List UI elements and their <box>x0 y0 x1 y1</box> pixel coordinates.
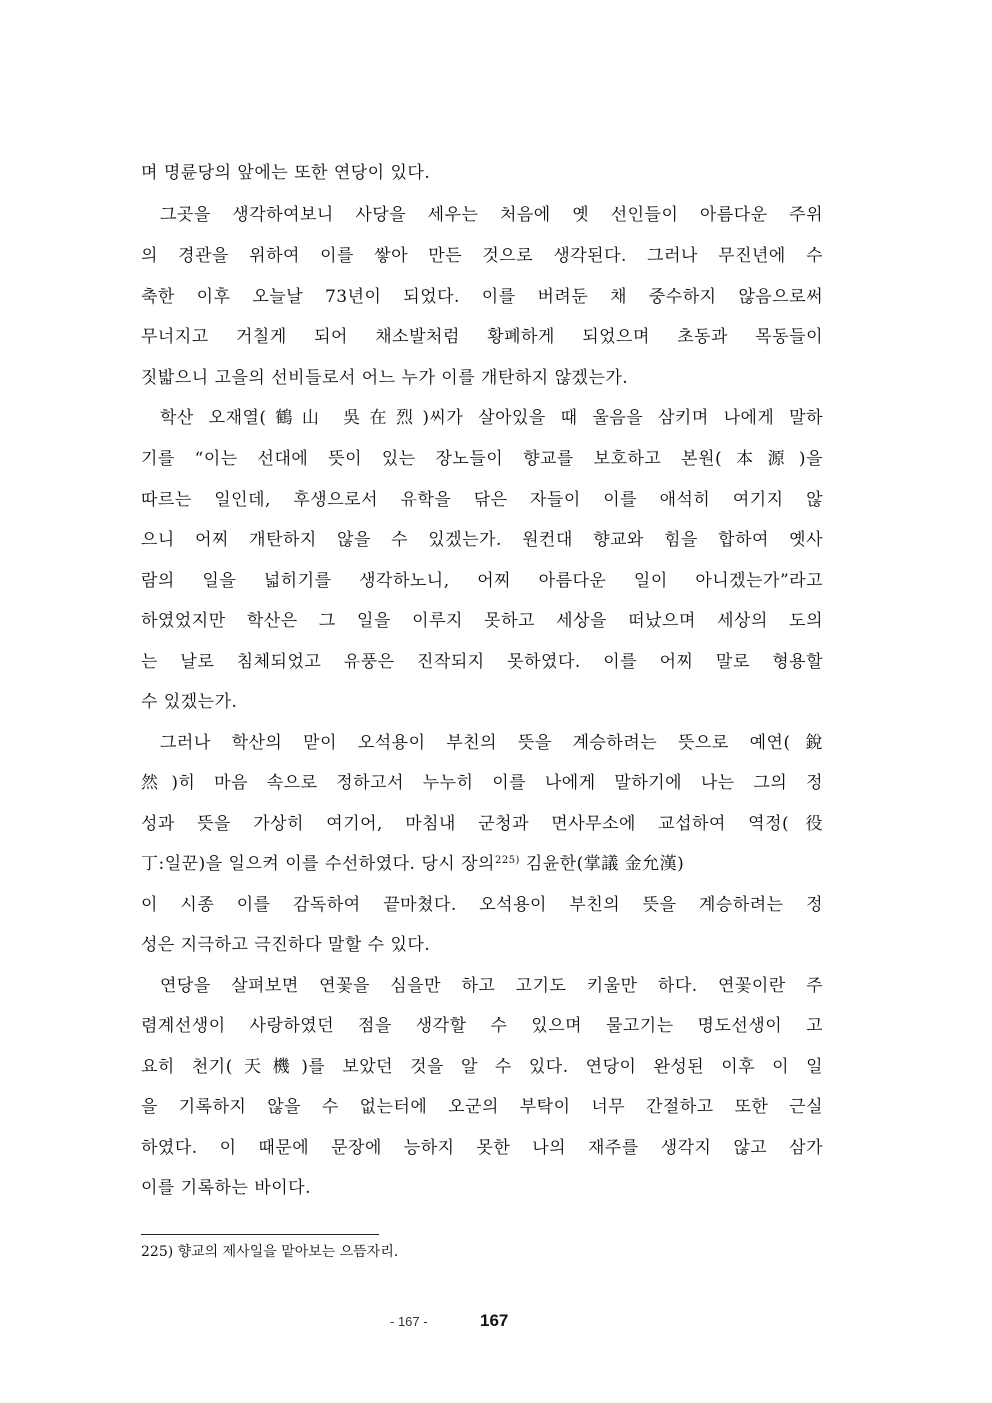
text-line-17: 성과 뜻을 가상히 여기어, 마침내 군청과 면사무소에 교섭하여 역정(役 <box>141 814 823 834</box>
text-line-21: 연당을 살펴보면 연꽃을 심을만 하고 고기도 키울만 하다. 연꽃이란 주 <box>160 976 823 996</box>
text-line-15: 그러나 학산의 맏이 오석용이 부친의 뜻을 계승하려는 뜻으로 예연(銳 <box>160 733 823 753</box>
text-line-7: 학산 오재열(鶴山 吳在烈)씨가 살아있을 때 울음을 삼키며 나에게 말하 <box>160 408 823 428</box>
text-line-6: 짓밟으니 고을의 선비들로서 어느 누가 이를 개탄하지 않겠는가. <box>141 368 629 388</box>
footnote-text: 225) 향교의 제사일을 맡아보는 으뜸자리. <box>141 1244 399 1260</box>
page-number: 167 <box>480 1311 509 1330</box>
text-line-2: 그곳을 생각하여보니 사당을 세우는 처음에 옛 선인들이 아름다운 주위 <box>160 205 823 225</box>
text-line-9: 따르는 일인데, 후생으로서 유학을 닦은 자들이 이를 애석히 여기지 않 <box>141 490 823 510</box>
text-line-20: 성은 지극하고 극진하다 말할 수 있다. <box>141 935 431 955</box>
text-line-23: 요히 천기(天機)를 보았던 것을 알 수 있다. 연당이 완성된 이후 이 일 <box>141 1057 823 1077</box>
text-line-5: 무너지고 거칠게 되어 채소발처럼 황폐하게 되었으며 초동과 목동들이 <box>141 327 823 347</box>
text-line-19: 이 시종 이를 감독하여 끝마쳤다. 오석용이 부친의 뜻을 계승하려는 정 <box>141 895 823 915</box>
text-line-3: 의 경관을 위하여 이를 쌓아 만든 것으로 생각된다. 그러나 무진년에 수 <box>141 246 823 266</box>
text-line-14: 수 있겠는가. <box>141 692 238 712</box>
text-line-22: 렴계선생이 사랑하였던 점을 생각할 수 있으며 물고기는 명도선생이 고 <box>141 1016 823 1036</box>
text-line-18 <box>141 852 823 876</box>
text-line-10: 으니 어찌 개탄하지 않을 수 있겠는가. 원컨대 향교와 힘을 합하여 옛사 <box>141 530 823 550</box>
text-line-24: 을 기록하지 않을 수 없는터에 오군의 부탁이 너무 간절하고 또한 근실 <box>141 1097 823 1117</box>
page-label: - 167 - <box>390 1314 428 1329</box>
text-line-13: 는 날로 침체되었고 유풍은 진작되지 못하였다. 이를 어찌 말로 형용할 <box>141 652 823 672</box>
footnote-divider <box>141 1234 379 1235</box>
text-line-1: 며 명륜당의 앞에는 또한 연당이 있다. <box>141 163 431 183</box>
text-line-12: 하였었지만 학산은 그 일을 이루지 못하고 세상을 떠났으며 세상의 도의 <box>141 611 823 631</box>
text-line-11: 람의 일을 넓히기를 생각하노니, 어찌 아름다운 일이 아니겠는가”라고 <box>141 571 823 591</box>
text-line-18-tail: 김윤한(掌議 金允漢) <box>519 854 685 874</box>
text-line-8: 기를 “이는 선대에 뜻이 있는 장노들이 향교를 보호하고 본원(本源)을 <box>141 449 823 469</box>
text-line-4: 축한 이후 오늘날 73년이 되었다. 이를 버려둔 채 중수하지 않음으로써 <box>141 287 823 307</box>
text-line-26: 이를 기록하는 바이다. <box>141 1178 312 1198</box>
footnote-reference: 225) <box>494 855 520 866</box>
text-line-16: 然)히 마음 속으로 정하고서 누누히 이를 나에게 말하기에 나는 그의 정 <box>141 773 823 793</box>
text-line-18-head: 丁:일꾼)을 일으켜 이를 수선하였다. 당시 장의 <box>141 854 495 874</box>
text-line-25: 하였다. 이 때문에 문장에 능하지 못한 나의 재주를 생각지 않고 삼가 <box>141 1138 823 1158</box>
